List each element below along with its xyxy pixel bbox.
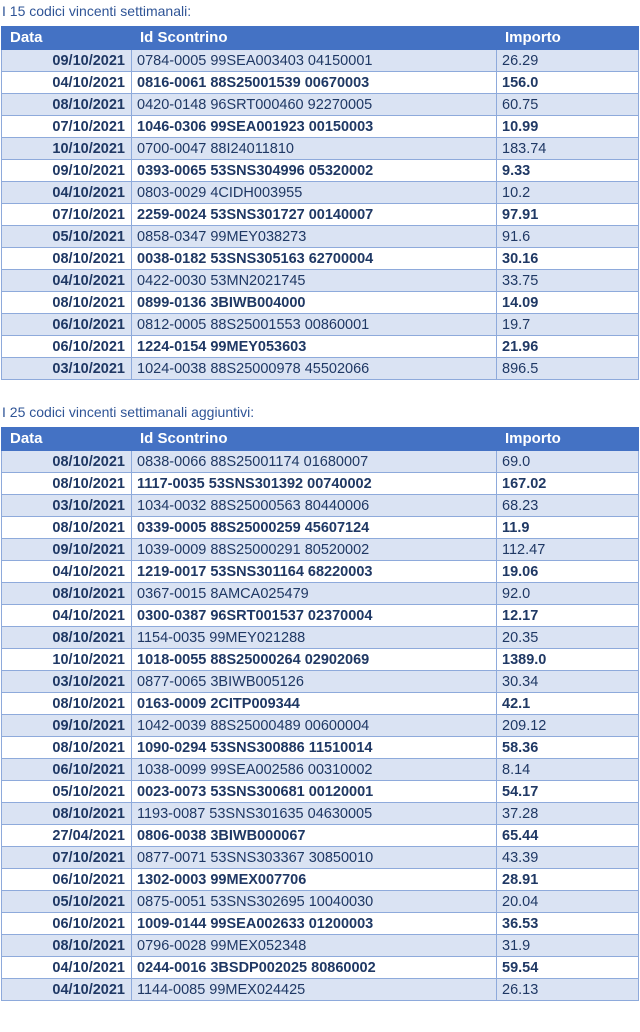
- date-cell: 06/10/2021: [2, 336, 132, 358]
- amount-cell: 896.5: [497, 358, 639, 380]
- amount-cell: 60.75: [497, 94, 639, 116]
- date-cell: 05/10/2021: [2, 226, 132, 248]
- date-cell: 07/10/2021: [2, 116, 132, 138]
- date-cell: 08/10/2021: [2, 94, 132, 116]
- date-cell: 10/10/2021: [2, 649, 132, 671]
- date-cell: 08/10/2021: [2, 451, 132, 473]
- table-row: [2, 913, 639, 935]
- weekly-winners-table: [1, 26, 639, 380]
- receipt-id-cell: 0899-0136 3BIWB004000: [132, 292, 497, 314]
- table-row: [2, 825, 639, 847]
- receipt-id-cell: 1144-0085 99MEX024425: [132, 979, 497, 1001]
- receipt-id-cell: 0393-0065 53SNS304996 05320002: [132, 160, 497, 182]
- amount-cell: 28.91: [497, 869, 639, 891]
- table-row: [2, 182, 639, 204]
- amount-cell: 183.74: [497, 138, 639, 160]
- amount-cell: 19.7: [497, 314, 639, 336]
- table-row: [2, 803, 639, 825]
- date-cell: 08/10/2021: [2, 248, 132, 270]
- table-row: [2, 495, 639, 517]
- receipt-id-cell: 0838-0066 88S25001174 01680007: [132, 451, 497, 473]
- amount-cell: 12.17: [497, 605, 639, 627]
- date-cell: 04/10/2021: [2, 957, 132, 979]
- date-cell: 09/10/2021: [2, 50, 132, 72]
- amount-cell: 59.54: [497, 957, 639, 979]
- table-row: [2, 116, 639, 138]
- date-cell: 04/10/2021: [2, 182, 132, 204]
- amount-cell: 14.09: [497, 292, 639, 314]
- table-row: [2, 979, 639, 1001]
- receipt-id-cell: 1154-0035 99MEY021288: [132, 627, 497, 649]
- table-row: [2, 605, 639, 627]
- receipt-id-cell: 0877-0065 3BIWB005126: [132, 671, 497, 693]
- receipt-id-cell: 0803-0029 4CIDH003955: [132, 182, 497, 204]
- amount-cell: 65.44: [497, 825, 639, 847]
- date-cell: 05/10/2021: [2, 781, 132, 803]
- amount-cell: 30.34: [497, 671, 639, 693]
- table-row: [2, 583, 639, 605]
- amount-cell: 68.23: [497, 495, 639, 517]
- date-cell: 06/10/2021: [2, 869, 132, 891]
- receipt-id-cell: 1090-0294 53SNS300886 11510014: [132, 737, 497, 759]
- date-cell: 08/10/2021: [2, 803, 132, 825]
- date-cell: 09/10/2021: [2, 160, 132, 182]
- date-cell: 03/10/2021: [2, 495, 132, 517]
- table-row: [2, 248, 639, 270]
- header-date: Data: [2, 27, 132, 50]
- table-header-row: [2, 428, 639, 451]
- date-cell: 08/10/2021: [2, 583, 132, 605]
- amount-cell: 8.14: [497, 759, 639, 781]
- additional-winners-caption: I 25 codici vincenti settimanali aggiuntivi:: [2, 404, 255, 420]
- amount-cell: 43.39: [497, 847, 639, 869]
- amount-cell: 9.33: [497, 160, 639, 182]
- date-cell: 08/10/2021: [2, 473, 132, 495]
- receipt-id-cell: 1024-0038 88S25000978 45502066: [132, 358, 497, 380]
- amount-cell: 167.02: [497, 473, 639, 495]
- date-cell: 04/10/2021: [2, 72, 132, 94]
- amount-cell: 37.28: [497, 803, 639, 825]
- weekly-winners-body: [2, 50, 639, 380]
- receipt-id-cell: 0858-0347 99MEY038273: [132, 226, 497, 248]
- header-date: Data: [2, 428, 132, 451]
- amount-cell: 20.35: [497, 627, 639, 649]
- date-cell: 06/10/2021: [2, 314, 132, 336]
- date-cell: 06/10/2021: [2, 913, 132, 935]
- receipt-id-cell: 1039-0009 88S25000291 80520002: [132, 539, 497, 561]
- table-row: [2, 292, 639, 314]
- date-cell: 07/10/2021: [2, 847, 132, 869]
- receipt-id-cell: 0023-0073 53SNS300681 00120001: [132, 781, 497, 803]
- date-cell: 08/10/2021: [2, 737, 132, 759]
- date-cell: 06/10/2021: [2, 759, 132, 781]
- amount-cell: 92.0: [497, 583, 639, 605]
- date-cell: 08/10/2021: [2, 517, 132, 539]
- date-cell: 08/10/2021: [2, 935, 132, 957]
- table-row: [2, 270, 639, 292]
- table-row: [2, 781, 639, 803]
- amount-cell: 30.16: [497, 248, 639, 270]
- date-cell: 08/10/2021: [2, 292, 132, 314]
- table-row: [2, 935, 639, 957]
- receipt-id-cell: 0816-0061 88S25001539 00670003: [132, 72, 497, 94]
- amount-cell: 21.96: [497, 336, 639, 358]
- amount-cell: 31.9: [497, 935, 639, 957]
- table-row: [2, 693, 639, 715]
- table-row: [2, 72, 639, 94]
- table-row: [2, 94, 639, 116]
- table-row: [2, 314, 639, 336]
- amount-cell: 20.04: [497, 891, 639, 913]
- header-amount: Importo: [497, 428, 639, 451]
- table-row: [2, 847, 639, 869]
- date-cell: 27/04/2021: [2, 825, 132, 847]
- amount-cell: 69.0: [497, 451, 639, 473]
- receipt-id-cell: 0784-0005 99SEA003403 04150001: [132, 50, 497, 72]
- amount-cell: 10.99: [497, 116, 639, 138]
- receipt-id-cell: 1117-0035 53SNS301392 00740002: [132, 473, 497, 495]
- receipt-id-cell: 0339-0005 88S25000259 45607124: [132, 517, 497, 539]
- date-cell: 03/10/2021: [2, 671, 132, 693]
- additional-winners-table: [1, 427, 639, 1001]
- receipt-id-cell: 1042-0039 88S25000489 00600004: [132, 715, 497, 737]
- receipt-id-cell: 1034-0032 88S25000563 80440006: [132, 495, 497, 517]
- receipt-id-cell: 0163-0009 2CITP009344: [132, 693, 497, 715]
- table-header-row: [2, 27, 639, 50]
- receipt-id-cell: 1302-0003 99MEX007706: [132, 869, 497, 891]
- receipt-id-cell: 0812-0005 88S25001553 00860001: [132, 314, 497, 336]
- table-row: [2, 160, 639, 182]
- table-row: [2, 204, 639, 226]
- amount-cell: 19.06: [497, 561, 639, 583]
- receipt-id-cell: 0244-0016 3BSDP002025 80860002: [132, 957, 497, 979]
- amount-cell: 1389.0: [497, 649, 639, 671]
- table-row: [2, 451, 639, 473]
- additional-winners-body: [2, 451, 639, 1001]
- date-cell: 03/10/2021: [2, 358, 132, 380]
- date-cell: 04/10/2021: [2, 561, 132, 583]
- table-row: [2, 737, 639, 759]
- amount-cell: 97.91: [497, 204, 639, 226]
- table-row: [2, 759, 639, 781]
- receipt-id-cell: 0038-0182 53SNS305163 62700004: [132, 248, 497, 270]
- table-row: [2, 869, 639, 891]
- receipt-id-cell: 0796-0028 99MEX052348: [132, 935, 497, 957]
- receipt-id-cell: 0806-0038 3BIWB000067: [132, 825, 497, 847]
- date-cell: 09/10/2021: [2, 539, 132, 561]
- table-row: [2, 517, 639, 539]
- amount-cell: 209.12: [497, 715, 639, 737]
- header-receipt-id: Id Scontrino: [132, 428, 497, 451]
- table-row: [2, 715, 639, 737]
- table-row: [2, 649, 639, 671]
- table-row: [2, 50, 639, 72]
- date-cell: 10/10/2021: [2, 138, 132, 160]
- table-row: [2, 473, 639, 495]
- amount-cell: 54.17: [497, 781, 639, 803]
- table-row: [2, 358, 639, 380]
- table-row: [2, 138, 639, 160]
- amount-cell: 42.1: [497, 693, 639, 715]
- receipt-id-cell: 1009-0144 99SEA002633 01200003: [132, 913, 497, 935]
- receipt-id-cell: 0877-0071 53SNS303367 30850010: [132, 847, 497, 869]
- table-row: [2, 627, 639, 649]
- amount-cell: 10.2: [497, 182, 639, 204]
- receipt-id-cell: 0367-0015 8AMCA025479: [132, 583, 497, 605]
- date-cell: 08/10/2021: [2, 627, 132, 649]
- receipt-id-cell: 1224-0154 99MEY053603: [132, 336, 497, 358]
- amount-cell: 112.47: [497, 539, 639, 561]
- amount-cell: 91.6: [497, 226, 639, 248]
- receipt-id-cell: 0300-0387 96SRT001537 02370004: [132, 605, 497, 627]
- date-cell: 07/10/2021: [2, 204, 132, 226]
- amount-cell: 11.9: [497, 517, 639, 539]
- amount-cell: 33.75: [497, 270, 639, 292]
- table-row: [2, 539, 639, 561]
- amount-cell: 156.0: [497, 72, 639, 94]
- receipt-id-cell: 1219-0017 53SNS301164 68220003: [132, 561, 497, 583]
- date-cell: 05/10/2021: [2, 891, 132, 913]
- receipt-id-cell: 1018-0055 88S25000264 02902069: [132, 649, 497, 671]
- receipt-id-cell: 0420-0148 96SRT000460 92270005: [132, 94, 497, 116]
- weekly-winners-caption: I 15 codici vincenti settimanali:: [2, 3, 192, 19]
- receipt-id-cell: 0875-0051 53SNS302695 10040030: [132, 891, 497, 913]
- date-cell: 04/10/2021: [2, 979, 132, 1001]
- amount-cell: 26.13: [497, 979, 639, 1001]
- table-row: [2, 891, 639, 913]
- date-cell: 04/10/2021: [2, 270, 132, 292]
- date-cell: 09/10/2021: [2, 715, 132, 737]
- receipt-id-cell: 1038-0099 99SEA002586 00310002: [132, 759, 497, 781]
- receipt-id-cell: 0422-0030 53MN2021745: [132, 270, 497, 292]
- date-cell: 04/10/2021: [2, 605, 132, 627]
- table-row: [2, 226, 639, 248]
- table-row: [2, 671, 639, 693]
- receipt-id-cell: 0700-0047 88I24011810: [132, 138, 497, 160]
- table-row: [2, 957, 639, 979]
- header-amount: Importo: [497, 27, 639, 50]
- receipt-id-cell: 2259-0024 53SNS301727 00140007: [132, 204, 497, 226]
- date-cell: 08/10/2021: [2, 693, 132, 715]
- table-row: [2, 336, 639, 358]
- table-row: [2, 561, 639, 583]
- amount-cell: 58.36: [497, 737, 639, 759]
- receipt-id-cell: 1046-0306 99SEA001923 00150003: [132, 116, 497, 138]
- header-receipt-id: Id Scontrino: [132, 27, 497, 50]
- receipt-id-cell: 1193-0087 53SNS301635 04630005: [132, 803, 497, 825]
- amount-cell: 36.53: [497, 913, 639, 935]
- amount-cell: 26.29: [497, 50, 639, 72]
